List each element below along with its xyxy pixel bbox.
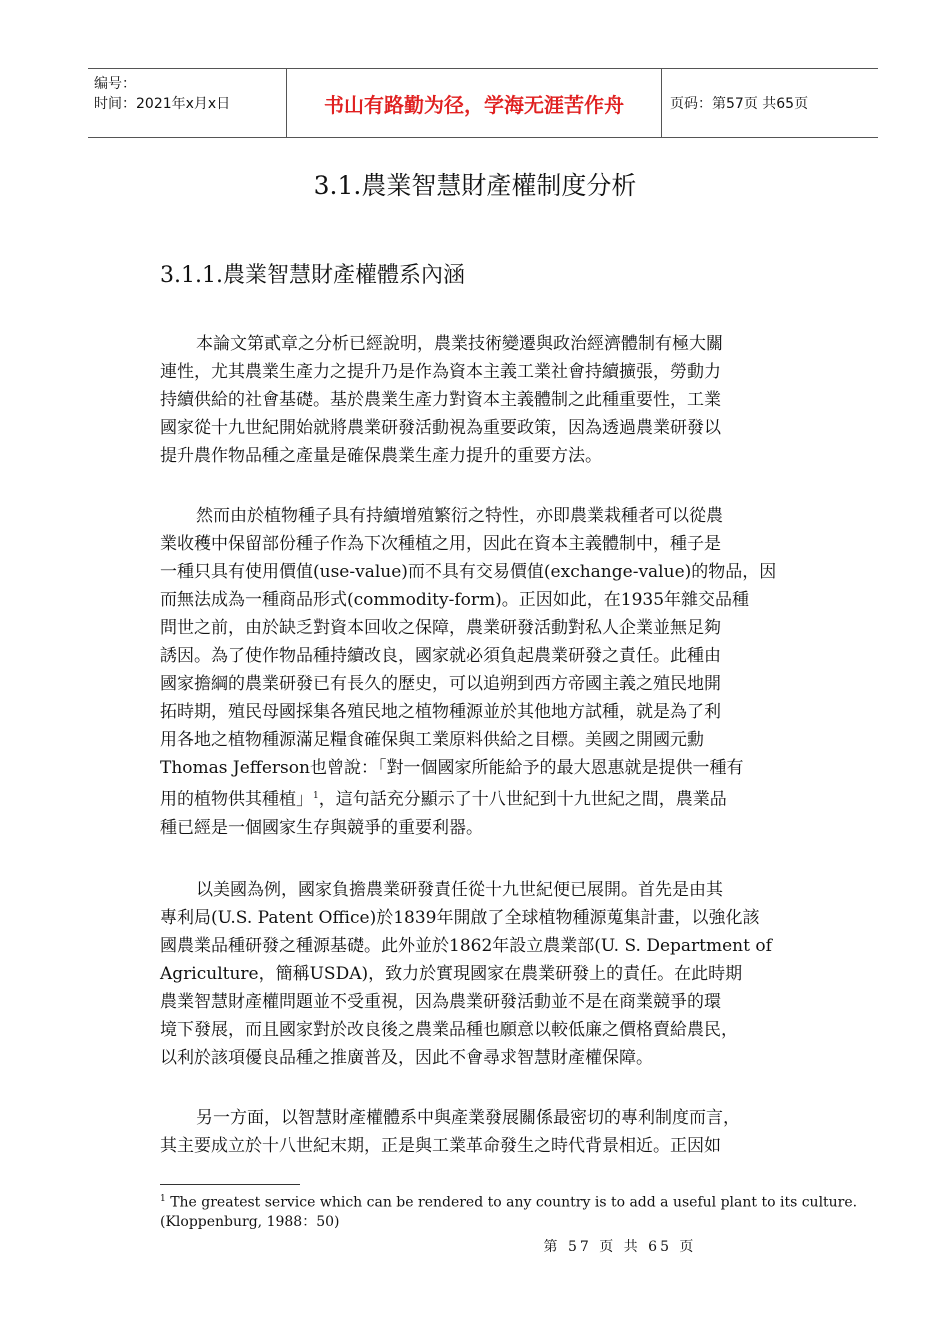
text-segment: ，這句話充分顯示了十八世紀到十九世紀之間，農業品 <box>318 789 727 810</box>
text-line: 用各地之植物種源滿足糧食確保與工業原料供給之目標。美國之開國元勳 <box>160 730 704 750</box>
text-line: 持續供給的社會基礎。基於農業生產力對資本主義體制之此種重要性，工業 <box>160 390 721 410</box>
footnote-line <box>160 1190 857 1213</box>
text-line: 業收穫中保留部份種子作為下次種植之用，因此在資本主義體制中，種子是 <box>160 534 721 554</box>
footnote-marker: 1 <box>160 1194 166 1204</box>
text-segment: 用的植物供其種植」 <box>160 789 313 810</box>
text-line: 問世之前，由於缺乏對資本回收之保障，農業研發活動對私人企業並無足夠 <box>160 618 721 638</box>
text-line: Thomas Jefferson也曾說：「對一個國家所能給予的最大恩惠就是提供一種有 <box>160 758 744 778</box>
text-line: 拓時期，殖民母國採集各殖民地之植物種源並於其他地方試種，就是為了利 <box>160 702 721 722</box>
text-line: 本論文第貳章之分析已經說明，農業技術變遷與政治經濟體制有極大關 <box>196 334 723 354</box>
text-line: 專利局(U.S. Patent Office)於1839年開啟了全球植物種源蒐集計畫，以強化該 <box>160 908 760 928</box>
text-line: 以美國為例，國家負擔農業研發責任從十九世紀便已展開。首先是由其 <box>196 880 723 900</box>
text-line: 連性，尤其農業生產力之提升乃是作為資本主義工業社會持續擴張，勞動力 <box>160 362 721 382</box>
document-time-label: 时间：2021年x月x日 <box>94 96 231 112</box>
paragraph-2 <box>160 502 810 842</box>
section-title: 3.1.農業智慧財產權制度分析 <box>313 171 637 200</box>
text-line: 而無法成為一種商品形式(commodity-form)。正因如此，在1935年雜交品種 <box>160 590 750 610</box>
footnote-line: (Kloppenburg, 1988：50) <box>160 1213 340 1230</box>
document-number-label: 编号： <box>94 76 136 92</box>
text-line: 國農業品種研發之種源基礎。此外並於1862年設立農業部(U. S. Department of <box>160 936 772 956</box>
text-line <box>160 782 810 814</box>
text-line: 提升農作物品種之產量是確保農業生產力提升的重要方法。 <box>160 446 602 466</box>
paragraph-3 <box>160 876 810 1072</box>
text-line: 以利於該項優良品種之推廣普及，因此不會尋求智慧財產權保障。 <box>160 1048 653 1068</box>
header-page-info <box>666 69 878 137</box>
text-line: Agriculture，簡稱USDA)，致力於實現國家在農業研發上的責任。在此時期 <box>160 964 743 984</box>
text-line: 另一方面，以智慧財產權體系中與產業發展關係最密切的專利制度而言， <box>196 1108 740 1128</box>
text-line: 國家從十九世紀開始就將農業研發活動視為重要政策，因為透過農業研發以 <box>160 418 721 438</box>
footnote-text: The greatest service which can be rendered to any country is to add a useful plant to its culture. <box>170 1194 858 1211</box>
text-line: 種已經是一個國家生存與競爭的重要利器。 <box>160 817 483 838</box>
text-line: 然而由於植物種子具有持續增殖繁衍之特性，亦即農業栽種者可以從農 <box>196 506 723 526</box>
page-info-text: 页码：第57页 共65页 <box>670 96 809 112</box>
footnote-reference[interactable]: 1 <box>313 791 319 801</box>
footnote-divider <box>160 1184 300 1185</box>
text-line: 國家擔綱的農業研發已有長久的歷史，可以追朔到西方帝國主義之殖民地開 <box>160 674 721 694</box>
paragraph-4 <box>160 1104 810 1160</box>
paragraph-1 <box>160 330 810 470</box>
footnote <box>160 1190 857 1232</box>
page-footer: 第 57 页 共 65 页 <box>543 1239 697 1255</box>
text-line: 農業智慧財產權問題並不受重視，因為農業研發活動並不是在商業競爭的環 <box>160 992 721 1012</box>
text-line: 一種只具有使用價值(use-value)而不具有交易價值(exchange-value)的物品，因 <box>160 562 777 582</box>
text-line: 境下發展，而且國家對於改良後之農業品種也願意以較低廉之價格賣給農民， <box>160 1020 738 1040</box>
header-motto: 书山有路勤为径，学海无涯苦作舟 <box>287 69 662 137</box>
text-line: 其主要成立於十八世紀末期，正是與工業革命發生之時代背景相近。正因如 <box>160 1136 721 1156</box>
header-meta <box>88 69 287 137</box>
document-header <box>88 68 878 138</box>
subsection-title: 3.1.1.農業智慧財產權體系內涵 <box>160 263 465 288</box>
text-line: 誘因。為了使作物品種持續改良，國家就必須負起農業研發之責任。此種由 <box>160 646 721 666</box>
